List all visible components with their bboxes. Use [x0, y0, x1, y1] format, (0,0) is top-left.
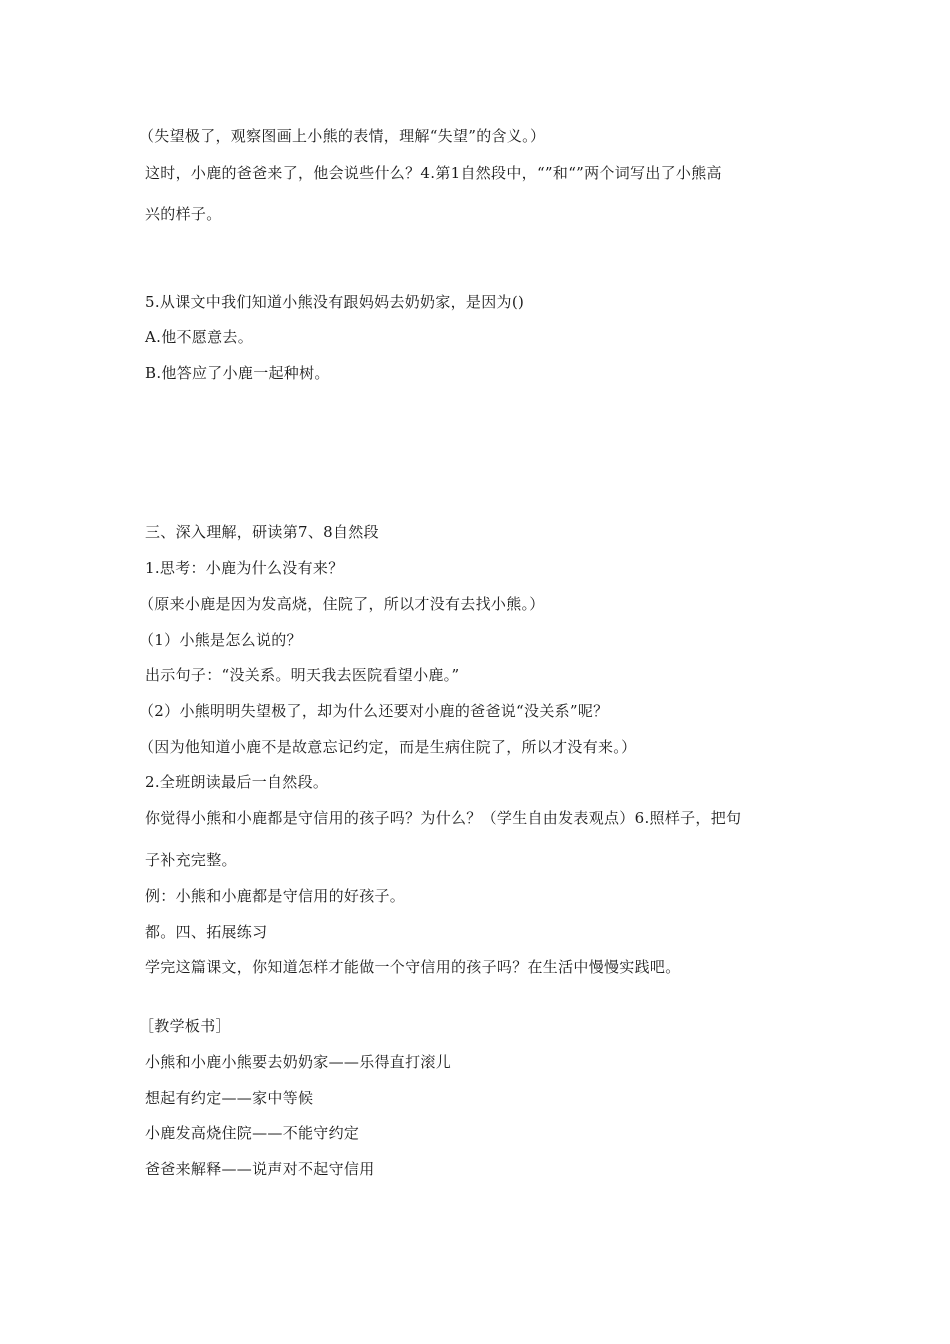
board-line: 爸爸来解释——说声对不起守信用	[145, 1160, 375, 1178]
board-line: 小鹿发高烧住院——不能守约定	[145, 1124, 360, 1142]
option-b: B.他答应了小鹿一起种树。	[145, 364, 330, 382]
board-line: 小熊和小鹿小熊要去奶奶家——乐得直打滚儿	[145, 1053, 452, 1071]
option-a: A.他不愿意去。	[145, 328, 254, 346]
paragraph-line: 出示句子：“没关系。明天我去医院看望小鹿。”	[145, 666, 460, 684]
paragraph-line: 兴的样子。	[145, 205, 222, 223]
paragraph-line: 1.思考：小鹿为什么没有来？	[145, 559, 344, 577]
paragraph-line: （原来小鹿是因为发高烧，住院了，所以才没有去找小熊。）	[139, 595, 545, 613]
paragraph-line: （1）小熊是怎么说的？	[139, 631, 302, 649]
paragraph-line: （因为他知道小鹿不是故意忘记约定，而是生病住院了，所以才没有来。）	[139, 738, 637, 756]
paragraph-line: 你觉得小熊和小鹿都是守信用的孩子吗？为什么？（学生自由发表观点）6.照样子，把句	[145, 809, 742, 827]
paragraph-line: 2.全班朗读最后一自然段。	[145, 773, 329, 791]
paragraph-line: （2）小熊明明失望极了，却为什么还要对小鹿的爸爸说“没关系”呢？	[139, 702, 609, 720]
paragraph-line: 例：小熊和小鹿都是守信用的好孩子。	[145, 887, 406, 905]
paragraph-line: 这时，小鹿的爸爸来了，他会说些什么？4.第1自然段中，“”和“”两个词写出了小熊高	[145, 164, 722, 182]
question-5: 5.从课文中我们知道小熊没有跟妈妈去奶奶家，是因为()	[145, 293, 525, 311]
paragraph-line: 子补充完整。	[145, 851, 237, 869]
board-heading: ［教学板书］	[139, 1017, 231, 1035]
section-heading-3: 三、深入理解，研读第7、8自然段	[145, 523, 379, 541]
paragraph-line: 学完这篇课文，你知道怎样才能做一个守信用的孩子吗？在生活中慢慢实践吧。	[145, 958, 681, 976]
board-line: 想起有约定——家中等候	[145, 1089, 314, 1107]
section-heading-4: 都。四、拓展练习	[145, 923, 268, 941]
paragraph-line: （失望极了，观察图画上小熊的表情，理解“失望”的含义。）	[139, 127, 546, 145]
